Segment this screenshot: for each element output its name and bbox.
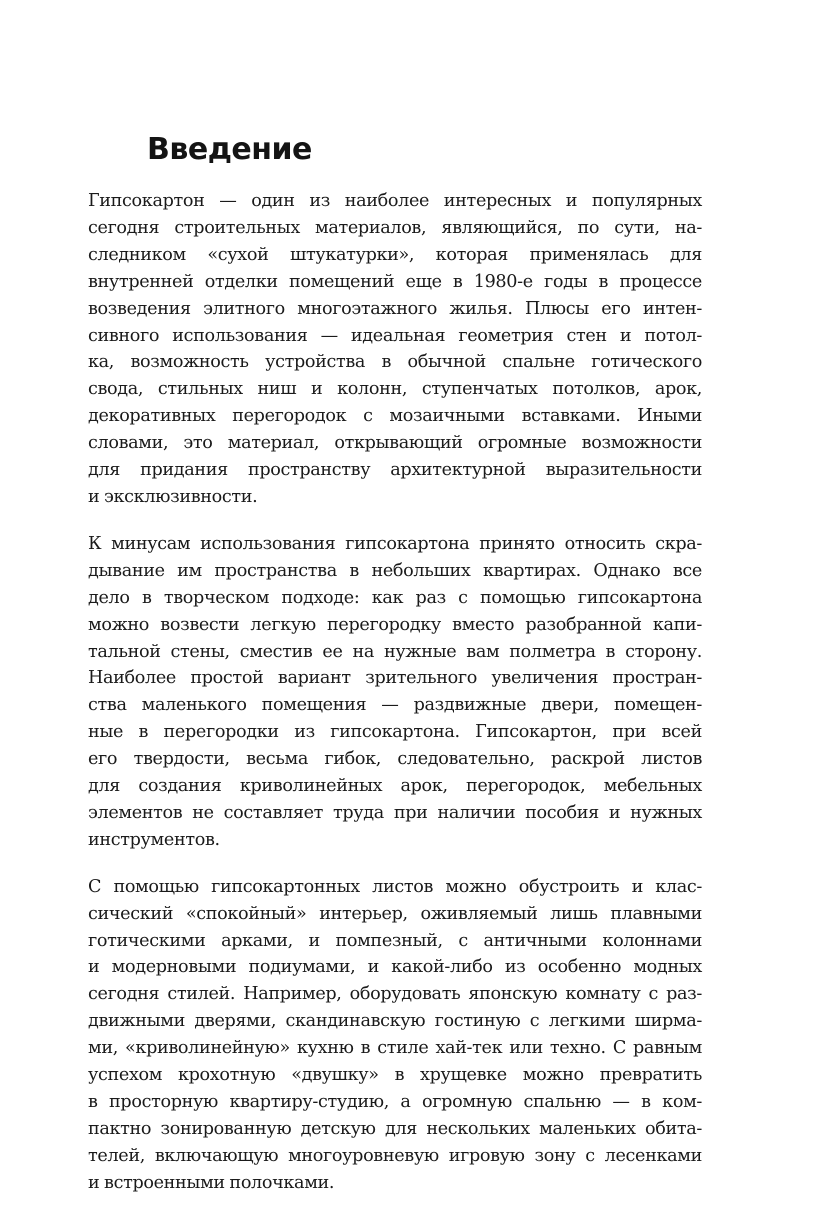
text-line: телей, включающую многоуровневую игровую зону с лесенками bbox=[88, 1145, 702, 1166]
text-line: в просторную квартиру-студию, а огромную спальню — в ком- bbox=[88, 1092, 702, 1112]
body-text bbox=[88, 188, 702, 1217]
text-line: Гипсокартон — один из наиболее интересных и популярных bbox=[88, 191, 702, 211]
text-line: и модерновыми подиумами, и какой-либо из особенно модных bbox=[88, 957, 702, 978]
text-line: и встроенными полочками. bbox=[88, 1172, 335, 1193]
text-line: С помощью гипсокартонных листов можно обустроить и клас- bbox=[88, 876, 702, 897]
text-line: дывание им пространства в небольших квартирах. Однако все bbox=[88, 560, 702, 581]
paragraph-2 bbox=[88, 531, 702, 854]
text-line: инструментов. bbox=[88, 829, 220, 850]
text-line: свода, стильных ниш и колонн, ступенчатых потолков, арок, bbox=[88, 379, 702, 400]
text-line: декоративных перегородок с мозаичными вставками. Иными bbox=[88, 406, 702, 427]
text-line: успехом крохотную «двушку» в хрущевке можно превратить bbox=[88, 1065, 702, 1086]
text-line: можно возвести легкую перегородку вместо разобранной капи- bbox=[88, 614, 702, 635]
text-line: сивного использования — идеальная геометрия стен и потол- bbox=[88, 325, 702, 346]
text-line: готическими арками, и помпезный, с античными колоннами bbox=[88, 930, 702, 951]
text-line: ные в перегородки из гипсокартона. Гипсокартон, при всей bbox=[88, 722, 702, 743]
paragraph-3 bbox=[88, 874, 702, 1197]
text-line: дело в творческом подходе: как раз с помощью гипсокартона bbox=[88, 587, 702, 608]
text-line: и эксклюзивности. bbox=[88, 486, 258, 507]
text-line: внутренней отделки помещений еще в 1980-е годы в процессе bbox=[88, 271, 702, 292]
text-line: Наиболее простой вариант зрительного увеличения простран- bbox=[88, 668, 702, 689]
text-line: пактно зонированную детскую для нескольких маленьких обита- bbox=[88, 1118, 702, 1139]
text-line: сический «спокойный» интерьер, оживляемый лишь плавными bbox=[88, 903, 702, 924]
chapter-heading: Введение bbox=[147, 132, 312, 167]
text-line: ка, возможность устройства в обычной спальне готического bbox=[88, 352, 702, 373]
text-line: сегодня строительных материалов, являющийся, по сути, на- bbox=[88, 217, 702, 238]
text-line: для создания криволинейных арок, перегородок, мебельных bbox=[88, 776, 702, 797]
text-line: словами, это материал, открывающий огромные возможности bbox=[88, 433, 702, 454]
paragraph-1 bbox=[88, 188, 702, 511]
text-line: элементов не составляет труда при наличии пособия и нужных bbox=[88, 802, 702, 823]
text-line: возведения элитного многоэтажного жилья. Плюсы его интен- bbox=[88, 298, 702, 319]
text-line: движными дверями, скандинавскую гостиную с легкими ширма- bbox=[88, 1011, 702, 1032]
text-line: сегодня стилей. Например, оборудовать японскую комнату с раз- bbox=[88, 984, 702, 1005]
text-line: ми, «криволинейную» кухню в стиле хай-тек или техно. С равным bbox=[88, 1038, 702, 1059]
text-line: следником «сухой штукатурки», которая применялась для bbox=[88, 244, 702, 265]
text-line: К минусам использования гипсокартона принято относить скра- bbox=[88, 533, 702, 554]
text-line: его твердости, весьма гибок, следовательно, раскрой листов bbox=[88, 749, 702, 770]
text-line: для придания пространству архитектурной выразительности bbox=[88, 460, 702, 481]
text-line: ства маленького помещения — раздвижные двери, помещен- bbox=[88, 695, 702, 716]
text-line: тальной стены, сместив ее на нужные вам полметра в сторону. bbox=[88, 641, 702, 662]
